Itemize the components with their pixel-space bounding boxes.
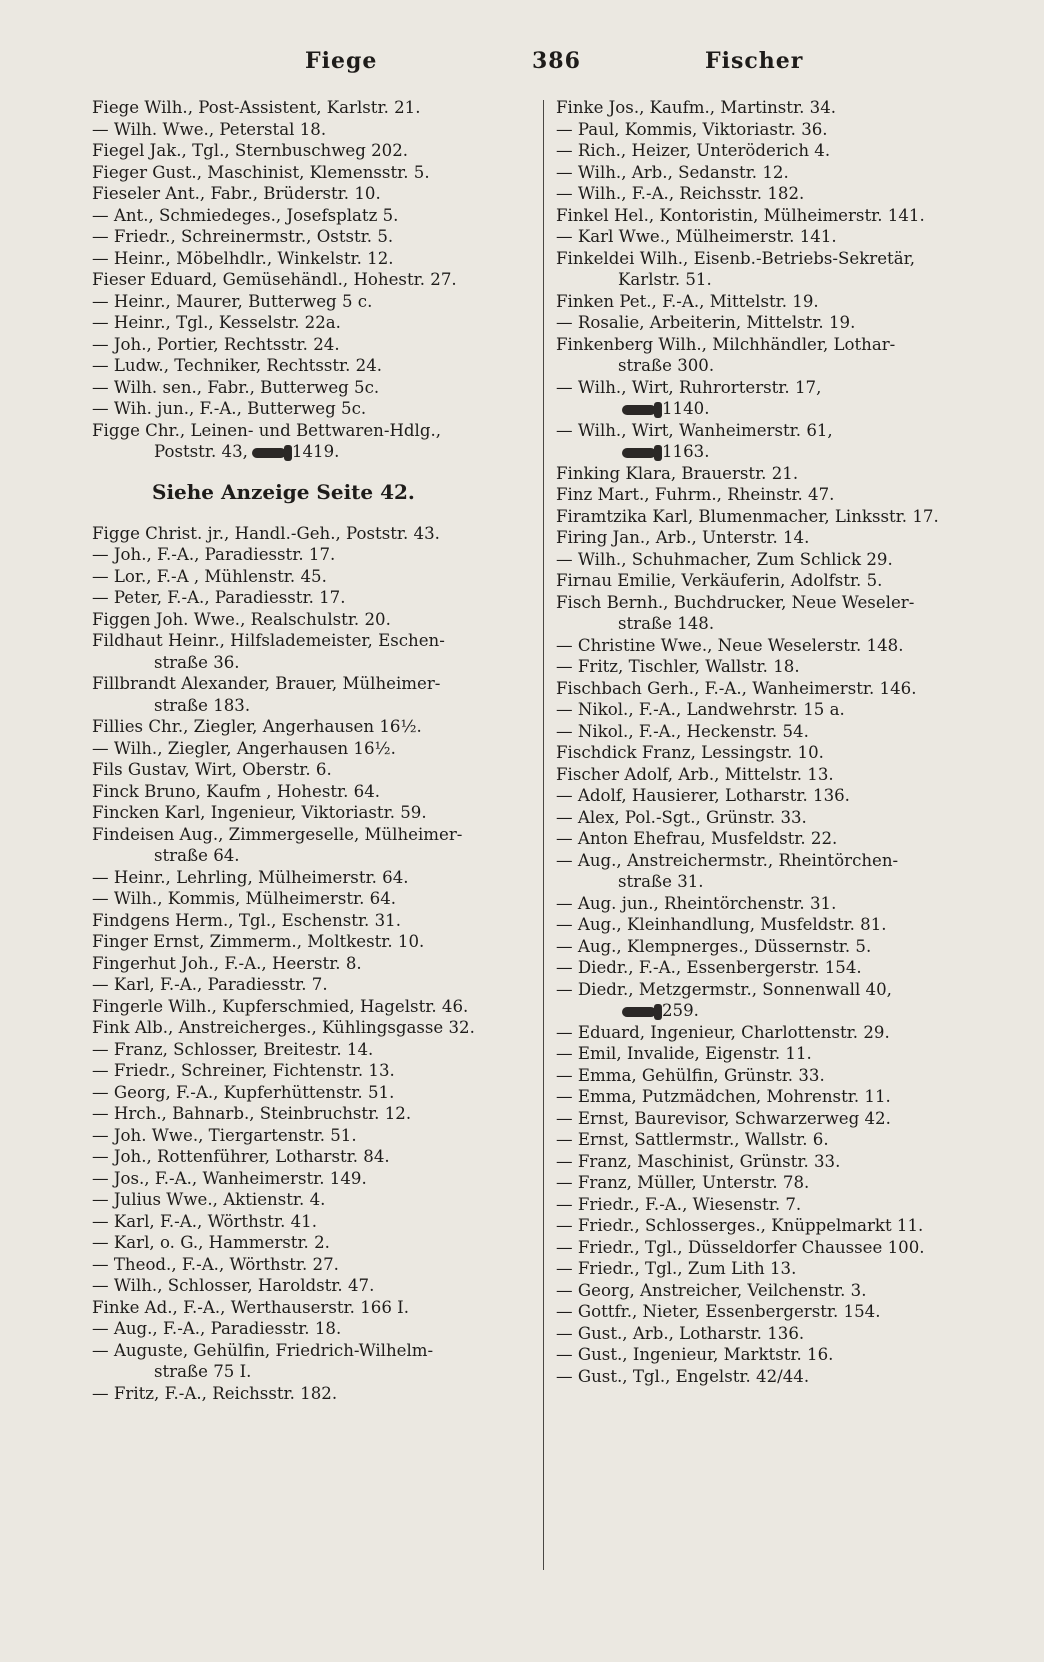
entry-text: — Friedr., Tgl., Zum Lith 13.	[556, 1259, 797, 1278]
directory-entry	[556, 570, 988, 592]
entry-text: — Friedr., Schreiner, Fichtenstr. 13.	[92, 1061, 395, 1080]
directory-entry	[92, 1340, 522, 1362]
entry-text: — Diedr., Metzgermstr., Sonnenwall 40,	[556, 979, 892, 999]
directory-entry	[92, 1232, 522, 1254]
telephone-icon	[622, 405, 656, 415]
directory-entry	[92, 910, 522, 932]
entry-text: — Franz, Schlosser, Breitestr. 14.	[92, 1039, 374, 1059]
directory-entry	[92, 523, 522, 545]
directory-entry	[92, 119, 522, 141]
entry-text: — Ludw., Techniker, Rechtsstr. 24.	[92, 356, 383, 375]
directory-entry	[92, 162, 522, 184]
entry-text: Figgen Joh. Wwe., Realschulstr. 20.	[92, 609, 391, 629]
entry-text: — Christine Wwe., Neue Weselerstr. 148.	[556, 635, 904, 655]
entry-text: — Joh., Portier, Rechtsstr. 24.	[92, 334, 340, 354]
entry-text: — Heinr., Möbelhdlr., Winkelstr. 12.	[92, 248, 394, 268]
directory-entry	[556, 248, 988, 270]
directory-entry	[92, 996, 522, 1018]
directory-entry	[92, 867, 522, 889]
directory-entry	[556, 162, 988, 184]
telephone-icon	[622, 448, 656, 458]
directory-entry	[92, 673, 522, 695]
entry-text: Finking Klara, Brauerstr. 21.	[556, 463, 799, 483]
entry-text: Finck Bruno, Kaufm , Hohestr. 64.	[92, 781, 381, 801]
right-column	[556, 97, 988, 1387]
entry-text: — Friedr., Tgl., Düsseldorfer Chaussee 100.	[556, 1237, 925, 1257]
directory-entry	[556, 312, 988, 334]
entry-text: — Aug., F.-A., Paradiesstr. 18.	[92, 1319, 342, 1338]
entry-text: — Adolf, Hausierer, Lotharstr. 136.	[556, 786, 850, 805]
entry-text: Fink Alb., Anstreicherges., Kühlingsgasse 32.	[92, 1018, 475, 1037]
entry-text: — Wilh., Wirt, Ruhrorterstr. 17,	[556, 377, 822, 397]
entry-text: straße 36.	[154, 652, 240, 672]
directory-entry	[556, 592, 988, 614]
entry-text: — Aug., Kleinhandlung, Musfeldstr. 81.	[556, 915, 887, 934]
entry-text: — Gust., Ingenieur, Marktstr. 16.	[556, 1345, 834, 1364]
entry-text: — Aug. jun., Rheintörchenstr. 31.	[556, 893, 837, 913]
directory-entry	[92, 544, 522, 566]
directory-entry	[92, 1318, 522, 1340]
entry-text: Finkenberg Wilh., Milchhändler, Lothar-	[556, 334, 896, 354]
directory-entry	[92, 716, 522, 738]
entry-text: Fildhaut Heinr., Hilfslademeister, Eschen-	[92, 631, 445, 650]
directory-entry	[92, 312, 522, 334]
entry-text: — Heinr., Lehrling, Mülheimerstr. 64.	[92, 867, 409, 887]
entry-text: Fieseler Ant., Fabr., Brüderstr. 10.	[92, 184, 381, 203]
entry-text: — Theod., F.-A., Wörthstr. 27.	[92, 1254, 339, 1274]
entry-text: — Lor., F.-A , Mühlenstr. 45.	[92, 566, 327, 586]
directory-entry	[556, 140, 988, 162]
entry-text: Fischbach Gerh., F.-A., Wanheimerstr. 146.	[556, 678, 917, 698]
entry-continuation	[556, 441, 988, 463]
directory-entry	[556, 1258, 988, 1280]
entry-text: Finke Jos., Kaufm., Martinstr. 34.	[556, 98, 837, 117]
entry-text: straße 75 I.	[154, 1362, 252, 1381]
directory-entry	[92, 1211, 522, 1233]
directory-entry	[556, 957, 988, 979]
directory-entry	[556, 205, 988, 227]
entry-text: — Eduard, Ingenieur, Charlottenstr. 29.	[556, 1022, 890, 1042]
entry-continuation	[556, 613, 988, 635]
directory-entry	[92, 1189, 522, 1211]
entry-text: — Rich., Heizer, Unteröderich 4.	[556, 141, 831, 160]
directory-entry	[92, 1146, 522, 1168]
entry-text: — Georg, F.-A., Kupferhüttenstr. 51.	[92, 1082, 395, 1102]
directory-entry	[556, 119, 988, 141]
entry-text: Firing Jan., Arb., Unterstr. 14.	[556, 528, 810, 547]
entry-continuation	[556, 871, 988, 893]
entry-text: — Wilh., Ziegler, Angerhausen 16½.	[92, 738, 396, 758]
page-number: 386	[532, 48, 581, 74]
phone-number: 1163.	[662, 442, 710, 461]
phone-number: 1419.	[291, 442, 340, 461]
directory-entry	[556, 785, 988, 807]
entry-text: Fingerhut Joh., F.-A., Heerstr. 8.	[92, 953, 362, 973]
entry-text: — Nikol., F.-A., Heckenstr. 54.	[556, 721, 809, 741]
entry-text: Fischdick Franz, Lessingstr. 10.	[556, 743, 824, 762]
directory-entry	[92, 355, 522, 377]
directory-entry	[556, 893, 988, 915]
entry-text: — Jos., F.-A., Wanheimerstr. 149.	[92, 1168, 367, 1188]
directory-entry	[556, 1065, 988, 1087]
entry-text: — Diedr., F.-A., Essenbergerstr. 154.	[556, 958, 862, 977]
directory-entry	[92, 587, 522, 609]
entry-text: — Georg, Anstreicher, Veilchenstr. 3.	[556, 1280, 867, 1300]
entry-text: — Nikol., F.-A., Landwehrstr. 15 a.	[556, 700, 845, 719]
directory-entry	[556, 1129, 988, 1151]
entry-text: Finke Ad., F.-A., Werthauserstr. 166 I.	[92, 1297, 409, 1317]
directory-entry	[556, 420, 988, 442]
directory-entry	[92, 97, 522, 119]
entry-text: Finz Mart., Fuhrm., Rheinstr. 47.	[556, 485, 835, 504]
directory-entry	[92, 1254, 522, 1276]
entry-text: Fillies Chr., Ziegler, Angerhausen 16½.	[92, 717, 422, 736]
directory-entry	[92, 1383, 522, 1405]
directory-entry	[556, 1022, 988, 1044]
entry-text: — Gottfr., Nieter, Essenbergerstr. 154.	[556, 1302, 881, 1321]
entry-text: — Wilh., Wirt, Wanheimerstr. 61,	[556, 420, 833, 440]
phone-number: 259.	[662, 1001, 699, 1020]
entry-text: — Karl, F.-A., Paradiesstr. 7.	[92, 975, 328, 994]
entry-text: Finger Ernst, Zimmerm., Moltkestr. 10.	[92, 932, 425, 951]
directory-entry	[92, 420, 522, 442]
directory-entry	[556, 656, 988, 678]
entry-text: Figge Chr., Leinen- und Bettwaren-Hdlg.,	[92, 420, 442, 440]
directory-entry	[556, 914, 988, 936]
entry-text: — Franz, Müller, Unterstr. 78.	[556, 1173, 810, 1192]
entry-text: — Peter, F.-A., Paradiesstr. 17.	[92, 588, 346, 607]
entry-text: Poststr. 43,	[154, 442, 248, 461]
directory-entry	[92, 1017, 522, 1039]
directory-entry	[92, 269, 522, 291]
directory-entry	[92, 1297, 522, 1319]
entry-text: Finken Pet., F.-A., Mittelstr. 19.	[556, 291, 819, 311]
entry-text: Firnau Emilie, Verkäuferin, Adolfstr. 5.	[556, 571, 883, 590]
directory-entry	[556, 1172, 988, 1194]
directory-entry	[92, 630, 522, 652]
entry-text: Fillbrandt Alexander, Brauer, Mülheimer-	[92, 674, 441, 693]
entry-text: — Wilh. Wwe., Peterstal 18.	[92, 119, 327, 139]
directory-entry	[92, 1168, 522, 1190]
directory-entry	[556, 1280, 988, 1302]
entry-text: straße 300.	[618, 356, 715, 375]
entry-text: Fiegel Jak., Tgl., Sternbuschweg 202.	[92, 141, 409, 160]
directory-entry	[556, 1215, 988, 1237]
directory-entry	[556, 549, 988, 571]
directory-entry	[92, 953, 522, 975]
entry-text: — Emma, Putzmädchen, Mohrenstr. 11.	[556, 1087, 891, 1106]
entry-continuation	[556, 398, 988, 420]
directory-entry	[556, 979, 988, 1001]
directory-entry	[92, 738, 522, 760]
directory-entry	[556, 527, 988, 549]
directory-entry	[92, 566, 522, 588]
directory-entry	[92, 1125, 522, 1147]
entry-text: — Wilh. sen., Fabr., Butterweg 5c.	[92, 377, 380, 397]
entry-text: Findeisen Aug., Zimmergeselle, Mülheimer-	[92, 824, 463, 844]
entry-text: — Paul, Kommis, Viktoriastr. 36.	[556, 119, 828, 139]
directory-entry	[556, 678, 988, 700]
directory-entry	[556, 828, 988, 850]
entry-text: — Emil, Invalide, Eigenstr. 11.	[556, 1044, 812, 1063]
advertisement-notice: Siehe Anzeige Seite 42.	[152, 479, 415, 504]
telephone-icon	[252, 448, 286, 458]
directory-entry	[92, 291, 522, 313]
entry-text: Finkeldei Wilh., Eisenb.-Betriebs-Sekretär,	[556, 248, 915, 268]
entry-text: — Fritz, Tischler, Wallstr. 18.	[556, 657, 800, 676]
directory-entry	[556, 1194, 988, 1216]
entry-text: — Friedr., Schlosserges., Knüppelmarkt 11.	[556, 1216, 924, 1235]
entry-text: Fingerle Wilh., Kupferschmied, Hagelstr. 46.	[92, 996, 469, 1016]
directory-entry	[92, 1082, 522, 1104]
entry-continuation	[92, 1361, 522, 1383]
directory-entry	[556, 635, 988, 657]
entry-text: Findgens Herm., Tgl., Eschenstr. 31.	[92, 910, 402, 930]
directory-entry	[92, 1060, 522, 1082]
entry-text: — Friedr., Schreinermstr., Oststr. 5.	[92, 227, 394, 246]
entry-text: — Heinr., Maurer, Butterweg 5 c.	[92, 291, 373, 311]
entry-continuation	[92, 441, 522, 463]
directory-entry	[92, 140, 522, 162]
entry-text: Karlstr. 51.	[618, 270, 712, 289]
directory-entry	[92, 334, 522, 356]
directory-entry	[92, 1103, 522, 1125]
entry-text: — Hrch., Bahnarb., Steinbruchstr. 12.	[92, 1104, 412, 1123]
entry-text: — Fritz, F.-A., Reichsstr. 182.	[92, 1383, 338, 1403]
entry-text: — Karl Wwe., Mülheimerstr. 141.	[556, 227, 837, 246]
directory-entry	[556, 506, 988, 528]
page-header	[0, 48, 1044, 88]
entry-text: — Friedr., F.-A., Wiesenstr. 7.	[556, 1194, 802, 1214]
entry-text: Fieser Eduard, Gemüsehändl., Hohestr. 27.	[92, 270, 457, 289]
entry-text: — Wilh., F.-A., Reichsstr. 182.	[556, 184, 805, 203]
entry-text: Fils Gustav, Wirt, Oberstr. 6.	[92, 760, 332, 779]
directory-entry	[92, 398, 522, 420]
entry-text: — Anton Ehefrau, Musfeldstr. 22.	[556, 829, 838, 848]
directory-entry	[556, 936, 988, 958]
directory-entry	[556, 1043, 988, 1065]
header-left-keyword: Fiege	[305, 48, 378, 74]
directory-entry	[92, 1275, 522, 1297]
entry-text: — Karl, o. G., Hammerstr. 2.	[92, 1233, 330, 1252]
entry-text: — Joh., Rottenführer, Lotharstr. 84.	[92, 1147, 390, 1166]
entry-text: — Gust., Tgl., Engelstr. 42/44.	[556, 1366, 810, 1386]
entry-text: Fischer Adolf, Arb., Mittelstr. 13.	[556, 764, 834, 784]
entry-text: — Emma, Gehülfin, Grünstr. 33.	[556, 1065, 825, 1085]
entry-text: Figge Christ. jr., Handl.-Geh., Poststr. 43.	[92, 523, 440, 543]
directory-entry	[556, 1344, 988, 1366]
entry-text: straße 31.	[618, 872, 704, 891]
entry-continuation	[556, 355, 988, 377]
entry-text: — Franz, Maschinist, Grünstr. 33.	[556, 1151, 841, 1171]
entry-text: — Wih. jun., F.-A., Butterweg 5c.	[92, 399, 367, 418]
directory-entry	[556, 1301, 988, 1323]
entry-text: — Ernst, Baurevisor, Schwarzerweg 42.	[556, 1108, 891, 1128]
phone-number: 1140.	[662, 399, 710, 418]
entry-text: Finkel Hel., Kontoristin, Mülheimerstr. 141.	[556, 205, 925, 225]
entry-text: — Wilh., Schlosser, Haroldstr. 47.	[92, 1276, 375, 1295]
directory-entry	[92, 781, 522, 803]
directory-entry	[556, 183, 988, 205]
entry-text: straße 183.	[154, 695, 251, 715]
entry-continuation	[556, 1000, 988, 1022]
directory-entry	[92, 205, 522, 227]
entry-text: — Joh. Wwe., Tiergartenstr. 51.	[92, 1125, 357, 1145]
entry-text: — Karl, F.-A., Wörthstr. 41.	[92, 1211, 318, 1231]
entry-text: — Joh., F.-A., Paradiesstr. 17.	[92, 545, 336, 564]
directory-entry	[92, 824, 522, 846]
column-divider	[543, 100, 544, 1570]
directory-entry	[92, 248, 522, 270]
directory-entry	[92, 377, 522, 399]
directory-entry	[556, 1237, 988, 1259]
directory-entry	[556, 1086, 988, 1108]
telephone-icon	[622, 1007, 656, 1017]
entry-continuation	[92, 845, 522, 867]
entry-text: straße 148.	[618, 614, 715, 633]
entry-text: Fisch Bernh., Buchdrucker, Neue Weseler-	[556, 592, 915, 612]
directory-entry	[556, 721, 988, 743]
entry-text: straße 64.	[154, 846, 240, 865]
entry-text: — Heinr., Tgl., Kesselstr. 22a.	[92, 313, 341, 332]
directory-entry	[92, 974, 522, 996]
left-column	[92, 97, 522, 1404]
entry-text: — Julius Wwe., Aktienstr. 4.	[92, 1190, 326, 1209]
entry-text: — Aug., Anstreichermstr., Rheintörchen-	[556, 850, 899, 870]
directory-entry	[556, 1108, 988, 1130]
directory-entry	[556, 463, 988, 485]
entry-text: — Ernst, Sattlermstr., Wallstr. 6.	[556, 1130, 829, 1149]
entry-text: Fiege Wilh., Post-Assistent, Karlstr. 21.	[92, 98, 421, 117]
directory-entry	[556, 226, 988, 248]
directory-entry	[92, 931, 522, 953]
directory-entry	[92, 226, 522, 248]
entry-text: — Auguste, Gehülfin, Friedrich-Wilhelm-	[92, 1340, 434, 1360]
entry-text: — Alex, Pol.-Sgt., Grünstr. 33.	[556, 807, 807, 827]
directory-entry	[556, 764, 988, 786]
directory-entry	[556, 807, 988, 829]
entry-continuation	[556, 269, 988, 291]
entry-text: — Gust., Arb., Lotharstr. 136.	[556, 1323, 805, 1343]
directory-entry	[92, 759, 522, 781]
entry-continuation	[92, 695, 522, 717]
entry-text: — Rosalie, Arbeiterin, Mittelstr. 19.	[556, 313, 856, 332]
directory-entry	[556, 1366, 988, 1388]
directory-entry	[556, 97, 988, 119]
entry-text: — Wilh., Schuhmacher, Zum Schlick 29.	[556, 549, 893, 569]
directory-entry	[556, 1151, 988, 1173]
directory-entry	[556, 1323, 988, 1345]
entry-text: Firamtzika Karl, Blumenmacher, Linksstr. 17.	[556, 506, 939, 526]
entry-text: — Wilh., Kommis, Mülheimerstr. 64.	[92, 889, 397, 908]
entry-text: — Ant., Schmiedeges., Josefsplatz 5.	[92, 205, 399, 225]
directory-entry	[556, 699, 988, 721]
directory-entry	[92, 888, 522, 910]
directory-entry	[556, 742, 988, 764]
entry-text: Fieger Gust., Maschinist, Klemensstr. 5.	[92, 162, 430, 182]
header-right-keyword: Fischer	[705, 48, 804, 74]
entry-text: — Wilh., Arb., Sedanstr. 12.	[556, 162, 789, 182]
directory-entry	[92, 1039, 522, 1061]
directory-entry	[556, 334, 988, 356]
directory-entry	[92, 609, 522, 631]
directory-entry	[556, 377, 988, 399]
directory-entry	[556, 850, 988, 872]
entry-text: Fincken Karl, Ingenieur, Viktoriastr. 59.	[92, 803, 427, 822]
directory-entry	[92, 183, 522, 205]
directory-entry	[92, 802, 522, 824]
directory-entry	[556, 484, 988, 506]
entry-continuation	[92, 652, 522, 674]
directory-entry	[556, 291, 988, 313]
entry-text: — Aug., Klempnerges., Düssernstr. 5.	[556, 936, 872, 956]
